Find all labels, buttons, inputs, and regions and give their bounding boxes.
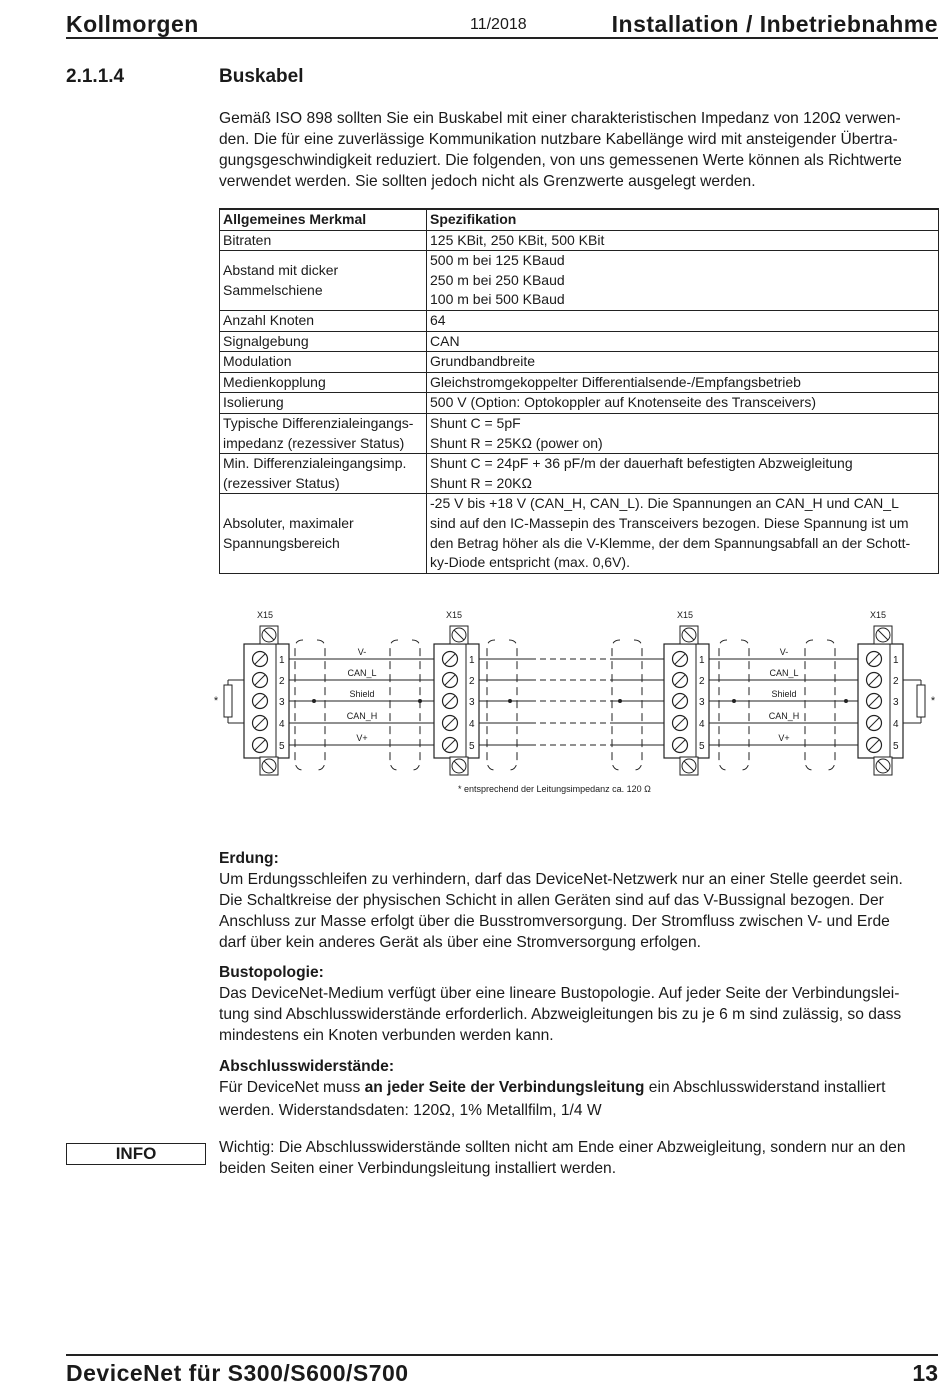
info-text bbox=[219, 1137, 939, 1179]
bustopologie-line: mindestens ein Knoten verbunden werden kann. bbox=[219, 1027, 554, 1044]
spec-text: Grundbandbreite bbox=[430, 353, 536, 370]
bustopologie-line: Das DeviceNet-Medium verfügt über eine lineare Bustopologie. Auf jeder Seite der Verbindungslei- bbox=[219, 985, 900, 1002]
intro-line: Gemäß ISO 898 sollten Sie ein Buskabel mit einer charakteristischen Impedanz von 120Ω verwen- bbox=[219, 110, 901, 127]
abschluss-text: Für DeviceNet muss bbox=[219, 1079, 365, 1096]
signal-label: CAN_L bbox=[769, 668, 799, 678]
feature-cell bbox=[220, 310, 427, 331]
signal-label: V+ bbox=[356, 733, 368, 743]
table-row bbox=[220, 230, 939, 251]
abschluss-line: werden. Widerstandsdaten: 120Ω, 1% Metallfilm, 1/4 W bbox=[219, 1102, 602, 1119]
spec-text: den Betrag höher als die V-Klemme, der dem Spannungsabfall an der Schott- bbox=[430, 534, 911, 551]
pin-number: 5 bbox=[469, 741, 475, 752]
pin-number: 5 bbox=[893, 741, 899, 752]
pin-number: 1 bbox=[699, 655, 705, 666]
spec-text: 500 V (Option: Optokoppler auf Knotenseite des Transceivers) bbox=[430, 394, 816, 411]
shield-junction-dot bbox=[844, 699, 848, 703]
feature-text: Sammelschiene bbox=[223, 281, 323, 298]
spec-cell bbox=[427, 230, 939, 251]
shield-junction-dot bbox=[312, 699, 316, 703]
table-row bbox=[220, 251, 939, 311]
feature-text: Medienkopplung bbox=[223, 373, 326, 390]
feature-cell bbox=[220, 251, 427, 311]
connector-label: X15 bbox=[446, 610, 463, 620]
shield-junction-dot bbox=[508, 699, 512, 703]
table-row bbox=[220, 352, 939, 373]
spec-text: Shunt R = 25KΩ (power on) bbox=[430, 434, 603, 451]
feature-cell bbox=[220, 393, 427, 414]
connector-label: X15 bbox=[870, 610, 887, 620]
feature-text: impedanz (rezessiver Status) bbox=[223, 434, 405, 451]
signal-label: CAN_H bbox=[346, 711, 378, 721]
terminating-resistor bbox=[224, 685, 232, 717]
spec-text: Shunt R = 20KΩ bbox=[430, 474, 532, 491]
signal-label: Shield bbox=[349, 689, 375, 699]
spec-table bbox=[219, 208, 939, 574]
bus-wiring-diagram bbox=[200, 600, 945, 800]
feature-cell bbox=[220, 372, 427, 393]
intro-line: gungsgeschwindigkeit reduziert. Die folgenden, von uns gemessenen Werte können als Richtwerte bbox=[219, 152, 902, 169]
section-number: 2.1.1.4 bbox=[66, 66, 125, 87]
signal-label: CAN_H bbox=[768, 711, 800, 721]
diagram-footnote: * entsprechend der Leitungsimpedanz ca. 120 Ω bbox=[458, 784, 651, 794]
feature-cell bbox=[220, 352, 427, 373]
shield-junction-dot bbox=[732, 699, 736, 703]
spec-cell bbox=[427, 310, 939, 331]
signal-label: V+ bbox=[778, 733, 790, 743]
signal-label: V- bbox=[779, 647, 789, 657]
feature-cell bbox=[220, 454, 427, 494]
pin-number: 2 bbox=[893, 676, 899, 687]
erdung-line: darf über kein anderes Gerät als über eine Stromversorgung erfolgen. bbox=[219, 934, 701, 951]
feature-cell bbox=[220, 230, 427, 251]
header-rule bbox=[66, 37, 938, 39]
intro-line: den. Die für eine zuverlässige Kommunikation nutzbare Kabellänge wird mit ansteigender Übertra- bbox=[219, 131, 898, 148]
erdung-line: Um Erdungsschleifen zu verhindern, darf das DeviceNet-Netzwerk nur an einer Stelle geerdet sein. bbox=[219, 871, 903, 888]
spec-text: CAN bbox=[430, 332, 460, 349]
feature-text: Spannungsbereich bbox=[223, 534, 340, 551]
pin-number: 4 bbox=[893, 719, 899, 730]
bustopologie-line: tung sind Abschlusswiderstände erforderlich. Abzweigleitungen bis zu je 6 m sind zulässig, so dass bbox=[219, 1006, 902, 1023]
footer-rule bbox=[66, 1354, 938, 1356]
bustopologie-section bbox=[219, 962, 939, 1046]
table-row bbox=[220, 393, 939, 414]
table-row bbox=[220, 454, 939, 494]
pin-number: 5 bbox=[699, 741, 705, 752]
info-line: Wichtig: Die Abschlusswiderstände sollten nicht am Ende einer Abzweigleitung, sondern nur an den bbox=[219, 1139, 906, 1156]
bustopologie-title: Bustopologie: bbox=[219, 964, 324, 981]
feature-text: Anzahl Knoten bbox=[223, 311, 315, 328]
pin-number: 3 bbox=[699, 697, 705, 708]
table-row bbox=[220, 372, 939, 393]
spec-cell bbox=[427, 251, 939, 311]
table-header-row bbox=[220, 209, 939, 230]
erdung-section bbox=[219, 848, 939, 953]
shield-junction-dot bbox=[418, 699, 422, 703]
erdung-title: Erdung: bbox=[219, 850, 279, 867]
spec-text: 125 KBit, 250 KBit, 500 KBit bbox=[430, 231, 605, 248]
intro-paragraph bbox=[219, 108, 939, 192]
resistor-mark: * bbox=[213, 695, 219, 707]
table-row bbox=[220, 310, 939, 331]
header-brand: Kollmorgen bbox=[66, 11, 199, 37]
spec-cell bbox=[427, 352, 939, 373]
feature-text: (rezessiver Status) bbox=[223, 474, 340, 491]
pin-number: 2 bbox=[279, 676, 285, 687]
abschluss-text: ein Abschlusswiderstand installiert bbox=[644, 1079, 886, 1096]
pin-number: 4 bbox=[279, 719, 285, 730]
spec-text: sind auf den IC-Massepin des Transceivers bezogen. Diese Spannung ist um bbox=[430, 514, 909, 531]
spec-cell bbox=[427, 413, 939, 453]
intro-line: verwendet werden. Sie sollten jedoch nicht als Grenzwerte ausgelegt werden. bbox=[219, 173, 756, 190]
header-chapter: Installation / Inbetriebnahme bbox=[611, 11, 938, 37]
feature-text: Signalgebung bbox=[223, 332, 309, 349]
spec-text: ky-Diode entspricht (max. 0,6V). bbox=[430, 554, 630, 571]
connector-label: X15 bbox=[677, 610, 694, 620]
spec-cell bbox=[427, 393, 939, 414]
spec-text: Shunt C = 24pF + 36 pF/m der dauerhaft befestigten Abzweigleitung bbox=[430, 455, 853, 472]
feature-text: Isolierung bbox=[223, 394, 284, 411]
shield-junction-dot bbox=[618, 699, 622, 703]
feature-cell bbox=[220, 494, 427, 573]
table-row bbox=[220, 494, 939, 573]
table-header-spec: Spezifikation bbox=[427, 209, 939, 230]
pin-number: 2 bbox=[699, 676, 705, 687]
erdung-line: Anschluss zur Masse erfolgt über die Busstromversorgung. Der Stromfluss zwischen V- und Erde bbox=[219, 913, 890, 930]
abschluss-section bbox=[219, 1056, 939, 1121]
signal-label: V- bbox=[357, 647, 367, 657]
pin-number: 1 bbox=[469, 655, 475, 666]
signal-label: CAN_L bbox=[347, 668, 377, 678]
table-row bbox=[220, 331, 939, 352]
pin-number: 5 bbox=[279, 741, 285, 752]
section-title: Buskabel bbox=[219, 66, 304, 87]
spec-text: -25 V bis +18 V (CAN_H, CAN_L). Die Spannungen an CAN_H und CAN_L bbox=[430, 495, 899, 512]
page-number: 13 bbox=[912, 1360, 938, 1386]
spec-text: 500 m bei 125 KBaud bbox=[430, 252, 565, 269]
abschluss-line bbox=[219, 1077, 939, 1098]
abschluss-title: Abschlusswiderstände: bbox=[219, 1058, 395, 1075]
info-label: INFO bbox=[66, 1143, 206, 1165]
pin-number: 4 bbox=[469, 719, 475, 730]
spec-text: 64 bbox=[430, 311, 446, 328]
spec-text: 100 m bei 500 KBaud bbox=[430, 291, 565, 308]
feature-text: Abstand mit dicker bbox=[223, 261, 339, 278]
pin-number: 1 bbox=[279, 655, 285, 666]
feature-text: Absoluter, maximaler bbox=[223, 514, 354, 531]
feature-cell bbox=[220, 331, 427, 352]
spec-cell bbox=[427, 494, 939, 573]
info-line: beiden Seiten einer Verbindungsleitung installiert werden. bbox=[219, 1160, 617, 1177]
spec-cell bbox=[427, 372, 939, 393]
table-row bbox=[220, 413, 939, 453]
pin-number: 3 bbox=[893, 697, 899, 708]
erdung-line: Die Schaltkreise der physischen Schicht in allen Geräten sind auf das V-Bussignal bezogen. Der bbox=[219, 892, 884, 909]
pin-number: 2 bbox=[469, 676, 475, 687]
pin-number: 3 bbox=[279, 697, 285, 708]
header-date: 11/2018 bbox=[470, 16, 527, 33]
resistor-mark: * bbox=[930, 695, 936, 707]
feature-text: Modulation bbox=[223, 353, 292, 370]
feature-cell bbox=[220, 413, 427, 453]
spec-text: 250 m bei 250 KBaud bbox=[430, 271, 565, 288]
footer-title: DeviceNet für S300/S600/S700 bbox=[66, 1360, 409, 1386]
pin-number: 1 bbox=[893, 655, 899, 666]
spec-text: Gleichstromgekoppelter Differentialsende-/Empfangsbetrieb bbox=[430, 373, 801, 390]
connector-label: X15 bbox=[257, 610, 274, 620]
terminating-resistor bbox=[917, 685, 925, 717]
spec-text: Shunt C = 5pF bbox=[430, 414, 521, 431]
pin-number: 3 bbox=[469, 697, 475, 708]
feature-text: Min. Differenzialeingangsimp. bbox=[223, 455, 407, 472]
abschluss-emphasis: an jeder Seite der Verbindungsleitung bbox=[364, 1079, 645, 1096]
feature-text: Typische Differenzialeingangs- bbox=[223, 414, 414, 431]
table-header-feature: Allgemeines Merkmal bbox=[220, 209, 427, 230]
feature-text: Bitraten bbox=[223, 231, 272, 248]
pin-number: 4 bbox=[699, 719, 705, 730]
spec-cell bbox=[427, 454, 939, 494]
signal-label: Shield bbox=[771, 689, 797, 699]
spec-cell bbox=[427, 331, 939, 352]
